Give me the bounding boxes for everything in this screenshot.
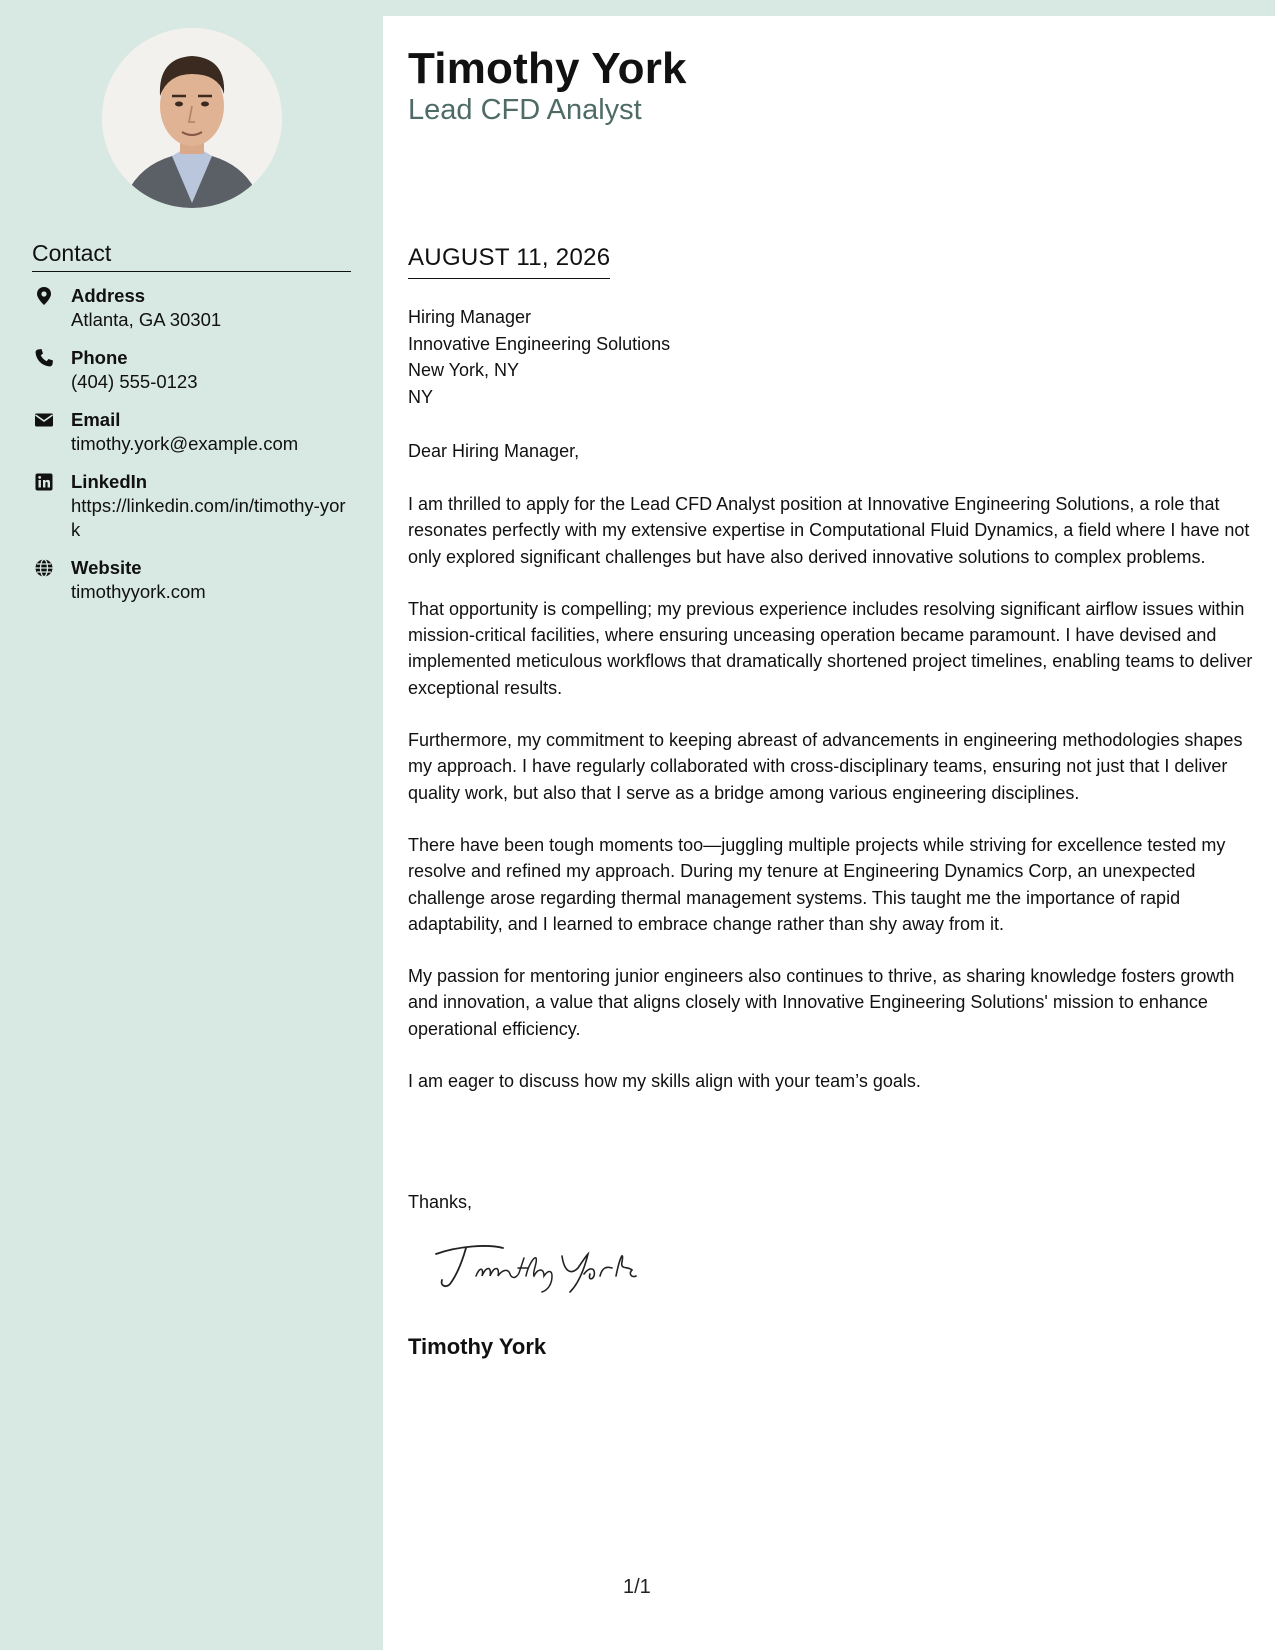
letter-date: AUGUST 11, 2026 bbox=[408, 244, 610, 279]
contact-label: LinkedIn bbox=[71, 471, 148, 492]
map-pin-icon bbox=[34, 286, 54, 306]
applicant-role: Lead CFD Analyst bbox=[408, 94, 642, 126]
body-paragraph: I am eager to discuss how my skills align with your team’s goals. bbox=[408, 1071, 921, 1092]
contact-list bbox=[32, 284, 352, 618]
sidebar bbox=[0, 0, 383, 1650]
signature-image bbox=[428, 1236, 658, 1296]
phone-icon bbox=[34, 348, 54, 368]
page-number: 1/1 bbox=[623, 1576, 651, 1598]
applicant-name: Timothy York bbox=[408, 44, 687, 93]
signed-name: Timothy York bbox=[408, 1334, 547, 1359]
linkedin-icon bbox=[34, 472, 54, 492]
body-paragraph: My passion for mentoring junior engineers also continues to thrive, as sharing knowledge fosters growth and innovation, a value that aligns closely with Innovative Engineering Solutions' mission to enhance operational efficiency. bbox=[408, 966, 1235, 1039]
recipient-block bbox=[408, 304, 670, 410]
contact-phone bbox=[32, 346, 352, 394]
contact-value: (404) 555-0123 bbox=[71, 371, 198, 392]
contact-label: Email bbox=[71, 409, 121, 430]
contact-value[interactable]: timothyyork.com bbox=[71, 581, 206, 602]
envelope-icon bbox=[34, 410, 54, 430]
contact-email bbox=[32, 408, 352, 456]
body-paragraph: There have been tough moments too—juggling multiple projects while striving for excellence tested my resolve and refined my approach. During my tenure at Engineering Dynamics Corp, an unexpected challenge arose regarding thermal management systems. This taught me the importance of rapid adaptability, and I learned to embrace change rather than shy away from it. bbox=[408, 834, 1226, 934]
body-paragraph: That opportunity is compelling; my previous experience includes resolving significant airflow issues within mission-critical facilities, where ensuring unceasing operation became paramount. I have devised and implemented meticulous workflows that dramatically shortened project timelines, enabling teams to deliver exceptional results. bbox=[408, 598, 1253, 698]
letter-body bbox=[408, 491, 1256, 1120]
contact-value: Atlanta, GA 30301 bbox=[71, 309, 222, 330]
recipient-line: New York, NY bbox=[408, 360, 520, 380]
contact-label: Phone bbox=[71, 347, 128, 368]
contact-address bbox=[32, 284, 352, 332]
contact-heading: Contact bbox=[32, 240, 351, 272]
closing: Thanks, bbox=[408, 1192, 473, 1212]
recipient-line: NY bbox=[408, 386, 434, 407]
recipient-line: Hiring Manager bbox=[408, 307, 532, 327]
body-paragraph: I am thrilled to apply for the Lead CFD Analyst position at Innovative Engineering Solutions, a role that resonates perfectly with my extensive expertise in Computational Fluid Dynamics, a field where I have not only explored significant challenges but have also derived innovative solutions to complex problems. bbox=[408, 494, 1250, 567]
recipient-line: Innovative Engineering Solutions bbox=[408, 333, 671, 354]
contact-website bbox=[32, 556, 352, 604]
body-paragraph: Furthermore, my commitment to keeping abreast of advancements in engineering methodologies shapes my approach. I have regularly collaborated with cross-disciplinary teams, ensuring not just that I deliver quality work, but also that I serve as a bridge among various engineering disciplines. bbox=[408, 730, 1243, 803]
salutation: Dear Hiring Manager, bbox=[408, 441, 580, 461]
contact-value[interactable]: https://linkedin.com/in/timothy-york bbox=[71, 495, 346, 540]
contact-label: Website bbox=[71, 557, 142, 578]
contact-value: timothy.york@example.com bbox=[71, 433, 299, 454]
contact-label: Address bbox=[71, 285, 146, 306]
avatar bbox=[102, 28, 282, 208]
letter-main bbox=[383, 16, 1275, 1650]
contact-linkedin bbox=[32, 470, 352, 542]
profile-photo bbox=[102, 28, 282, 208]
globe-icon bbox=[34, 558, 54, 578]
